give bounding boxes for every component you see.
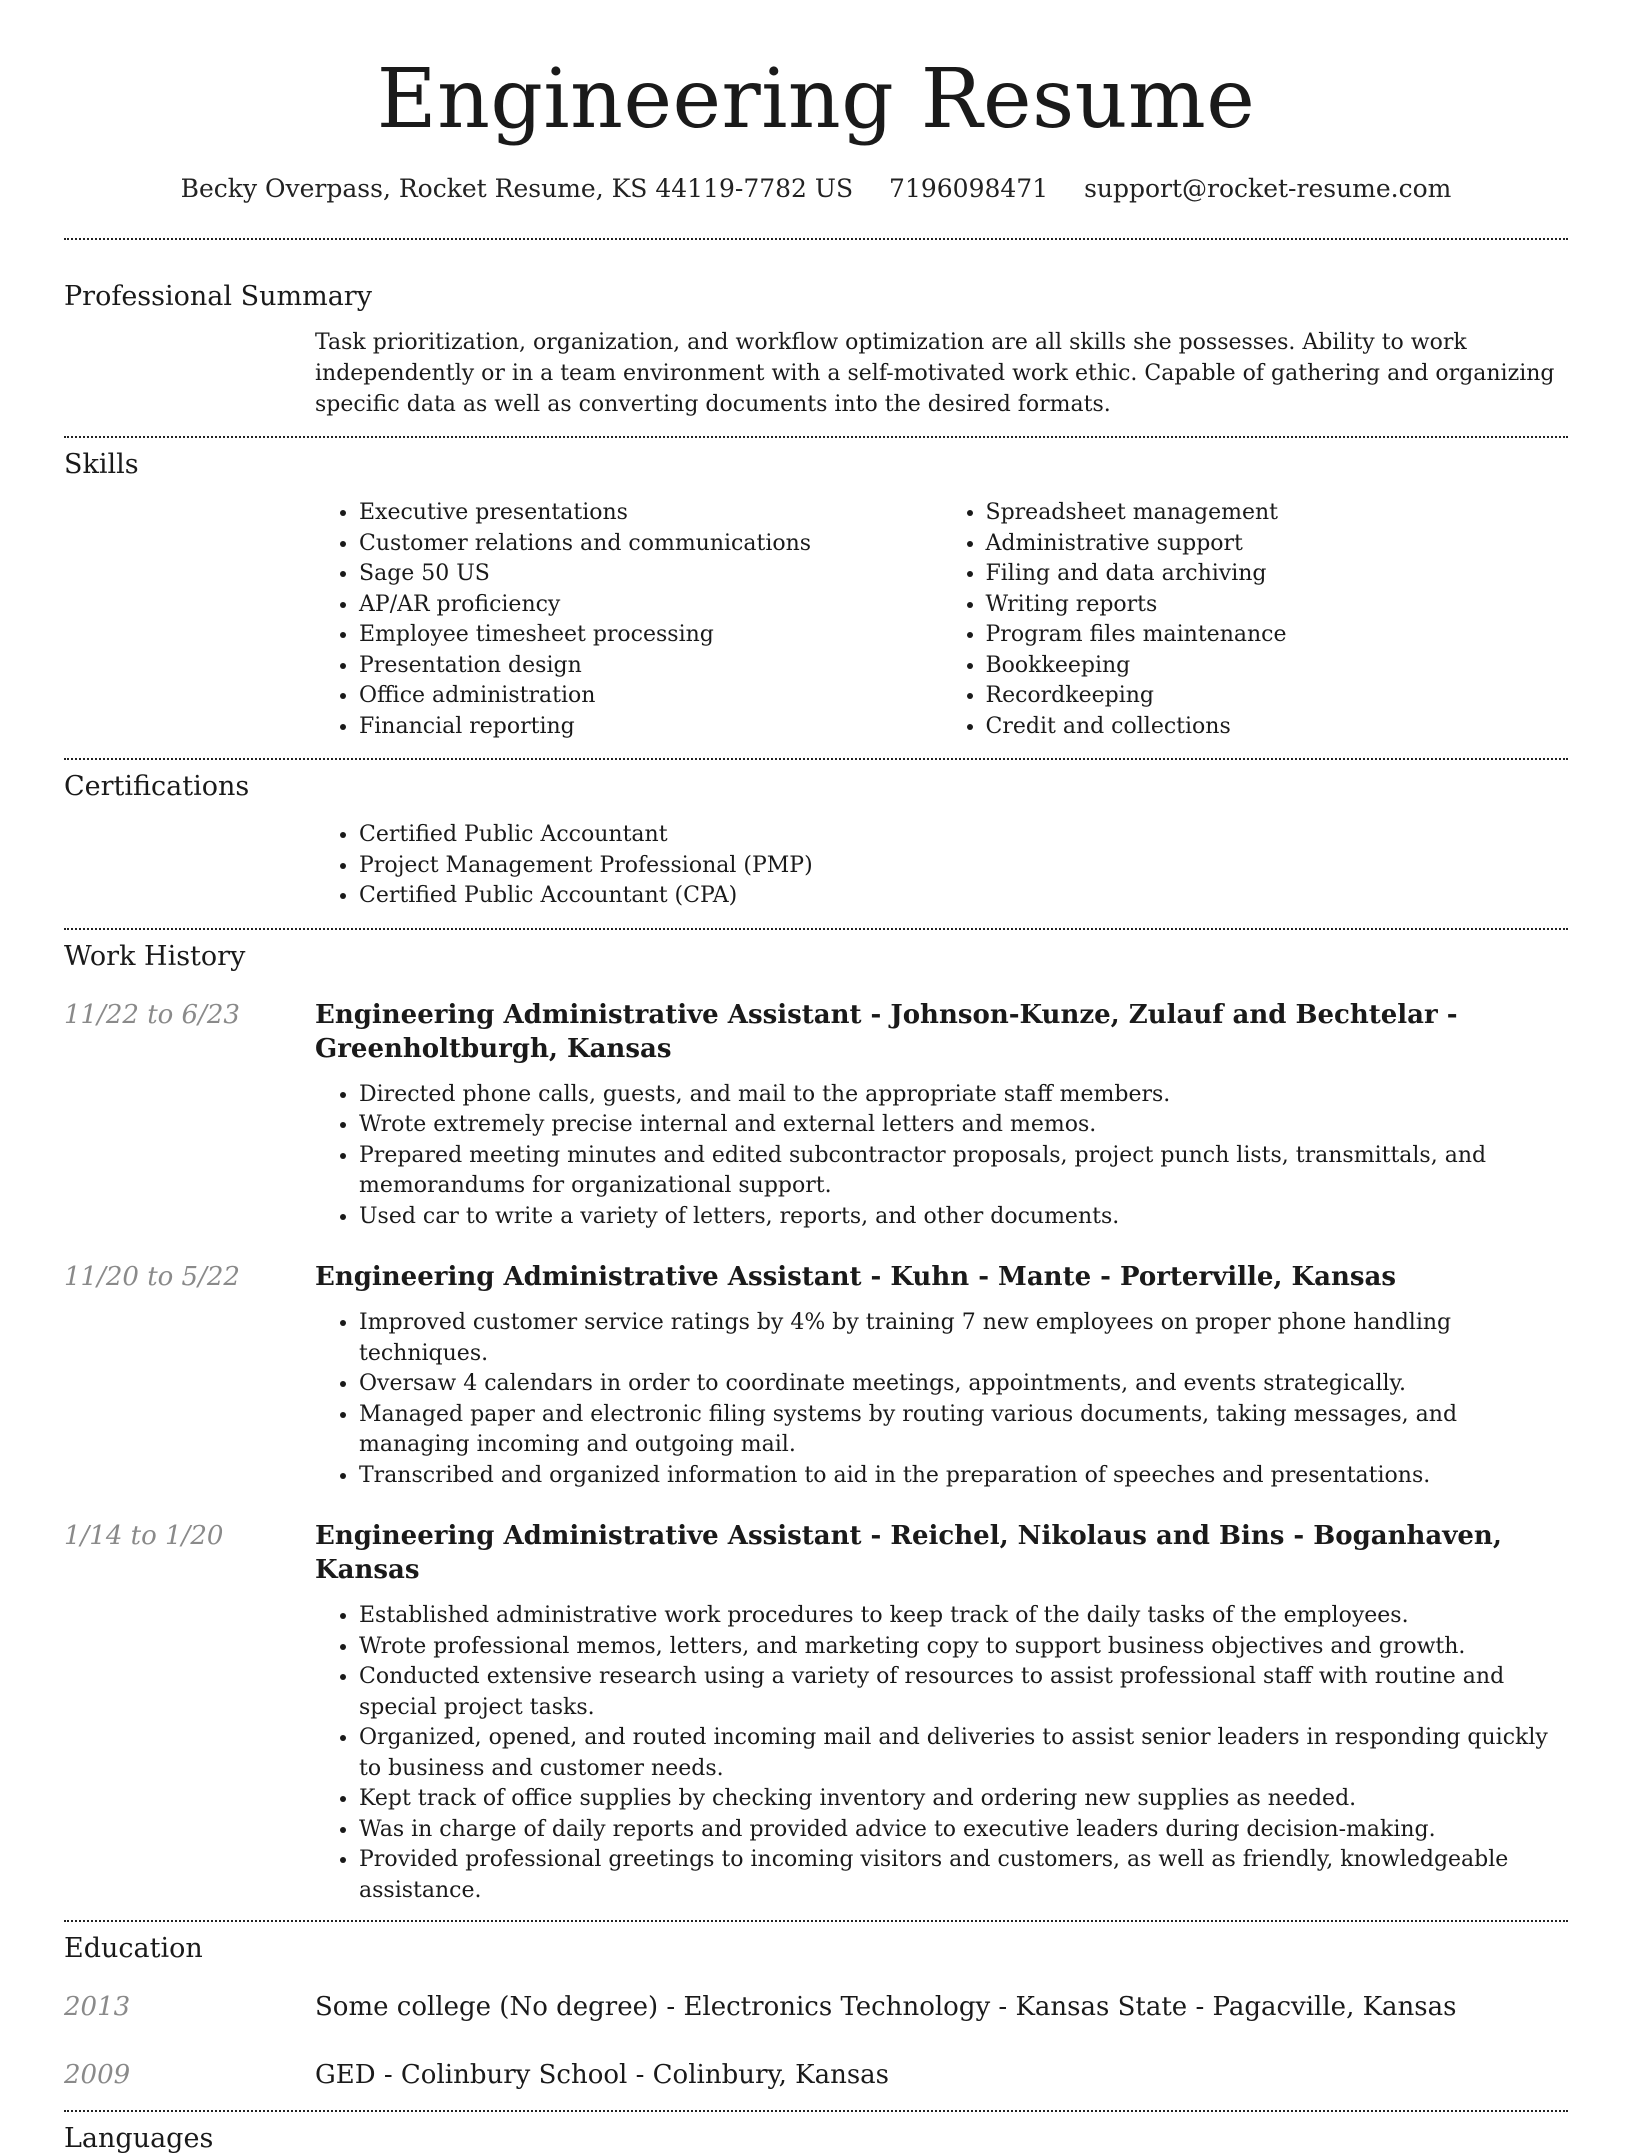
education-heading: Education: [64, 1933, 203, 1964]
job-dates: 11/20 to 5/22: [64, 1262, 240, 1292]
skills-section: [64, 448, 1568, 742]
certifications-list: [315, 820, 1568, 912]
divider: [64, 928, 1568, 930]
job-dates: 1/14 to 1/20: [64, 1521, 224, 1551]
job-bullet: • Wrote extremely precise internal and external letters and memos.: [359, 1110, 1568, 1141]
certifications-section: [64, 770, 1568, 912]
certification-item: • Project Management Professional (PMP): [359, 851, 1568, 882]
skill-item: • Executive presentations: [359, 498, 942, 529]
job-bullet: • Managed paper and electronic filing systems by routing various documents, taking messages, and managing incoming and outgoing mail.: [359, 1400, 1568, 1461]
skill-item: • Sage 50 US: [359, 559, 942, 590]
skill-item: • Presentation design: [359, 651, 942, 682]
skill-item: • Writing reports: [986, 590, 1569, 621]
certification-item: • Certified Public Accountant: [359, 820, 1568, 851]
skill-item: • Office administration: [359, 681, 942, 712]
job-bullet: • Improved customer service ratings by 4% by training 7 new employees on proper phone handling techniques.: [359, 1308, 1568, 1369]
divider: [64, 436, 1568, 438]
job-dates: 11/22 to 6/23: [64, 999, 240, 1030]
skill-item: • AP/AR proficiency: [359, 590, 942, 621]
summary-text: Task prioritization, organization, and workflow optimization are all skills she possesses. Ability to work independently or in a team environment with a self-motivated work ethic. Capable of gathering and organizing specific data as well as converting documents into the desired formats.: [315, 330, 1555, 417]
education-year: 2009: [64, 2060, 131, 2090]
education-title: Some college (No degree) - Electronics Technology - Kansas State - Pagacville, Kansas: [315, 1992, 1457, 2022]
job-bullet: • Oversaw 4 calendars in order to coordinate meetings, appointments, and events strategically.: [359, 1369, 1568, 1400]
job-bullet: • Provided professional greetings to incoming visitors and customers, as well as friendly, knowledgeable assistance.: [359, 1845, 1568, 1906]
job-bullet: • Prepared meeting minutes and edited subcontractor proposals, project punch lists, transmittals, and memorandums for organizational support.: [359, 1141, 1568, 1202]
divider: [64, 1920, 1568, 1922]
skill-item: • Spreadsheet management: [986, 498, 1569, 529]
divider: [64, 758, 1568, 760]
contact-email: support@rocket-resume.com: [1084, 174, 1452, 203]
education-title: GED - Colinbury School - Colinbury, Kansas: [315, 2060, 890, 2090]
certifications-heading: Certifications: [64, 771, 250, 802]
education-entry: [64, 2058, 1568, 2092]
summary-heading: Professional Summary: [64, 281, 372, 312]
job-bullet: • Conducted extensive research using a variety of resources to assist professional staff with routine and special project tasks.: [359, 1662, 1568, 1723]
job-bullets: [315, 1601, 1568, 1906]
resume-title: Engineering Resume: [376, 52, 1256, 147]
job-title: Engineering Administrative Assistant - Kuhn - Mante - Porterville, Kansas: [315, 1262, 1397, 1292]
languages-section: [64, 2122, 1568, 2156]
skill-item: • Credit and collections: [986, 712, 1569, 743]
job-bullet: • Kept track of office supplies by checking inventory and ordering new supplies as needed.: [359, 1784, 1568, 1815]
job-bullet: • Directed phone calls, guests, and mail to the appropriate staff members.: [359, 1080, 1568, 1111]
certification-item: • Certified Public Accountant (CPA): [359, 881, 1568, 912]
education-section: [64, 1932, 1568, 2092]
job-bullets: [315, 1308, 1568, 1491]
education-year: 2013: [64, 1992, 131, 2022]
skills-heading: Skills: [64, 449, 139, 480]
job-bullet: • Established administrative work procedures to keep track of the daily tasks of the employees.: [359, 1601, 1568, 1632]
contact-line: [64, 174, 1568, 204]
job-bullet: • Organized, opened, and routed incoming mail and deliveries to assist senior leaders in responding quickly to business and customer needs.: [359, 1723, 1568, 1784]
skill-item: • Administrative support: [986, 529, 1569, 560]
job-entry: [64, 998, 1568, 1233]
job-bullet: • Wrote professional memos, letters, and marketing copy to support business objectives and growth.: [359, 1632, 1568, 1663]
work-history-heading: Work History: [64, 940, 246, 972]
job-title: Engineering Administrative Assistant - Reichel, Nikolaus and Bins - Boganhaven, Kansas: [315, 1521, 1502, 1585]
job-bullet: • Used car to write a variety of letters, reports, and other documents.: [359, 1202, 1568, 1233]
skill-item: • Recordkeeping: [986, 681, 1569, 712]
job-bullet: • Transcribed and organized information to aid in the preparation of speeches and presentations.: [359, 1461, 1568, 1492]
divider: [64, 238, 1568, 240]
skill-item: • Employee timesheet processing: [359, 620, 942, 651]
resume-page: [64, 0, 1568, 2156]
skill-item: • Financial reporting: [359, 712, 942, 743]
skill-item: • Program files maintenance: [986, 620, 1569, 651]
job-entry: [64, 1519, 1568, 1906]
job-title: Engineering Administrative Assistant - Johnson-Kunze, Zulauf and Bechtelar - Greenholtburgh, Kansas: [315, 999, 1458, 1064]
skills-list-right: [942, 498, 1569, 742]
job-bullet: • Was in charge of daily reports and provided advice to executive leaders during decision-making.: [359, 1815, 1568, 1846]
contact-address: Becky Overpass, Rocket Resume, KS 44119-7782 US: [180, 174, 854, 203]
education-entry: [64, 1990, 1568, 2024]
summary-section: [64, 280, 1568, 420]
skills-list-left: [315, 498, 942, 742]
languages-heading: Languages: [64, 2123, 214, 2154]
skill-item: • Filing and data archiving: [986, 559, 1569, 590]
work-history-section: [64, 940, 1568, 1907]
job-bullets: [315, 1080, 1568, 1233]
contact-phone: 7196098471: [889, 174, 1049, 203]
job-entry: [64, 1260, 1568, 1491]
skill-item: • Bookkeeping: [986, 651, 1569, 682]
skill-item: • Customer relations and communications: [359, 529, 942, 560]
